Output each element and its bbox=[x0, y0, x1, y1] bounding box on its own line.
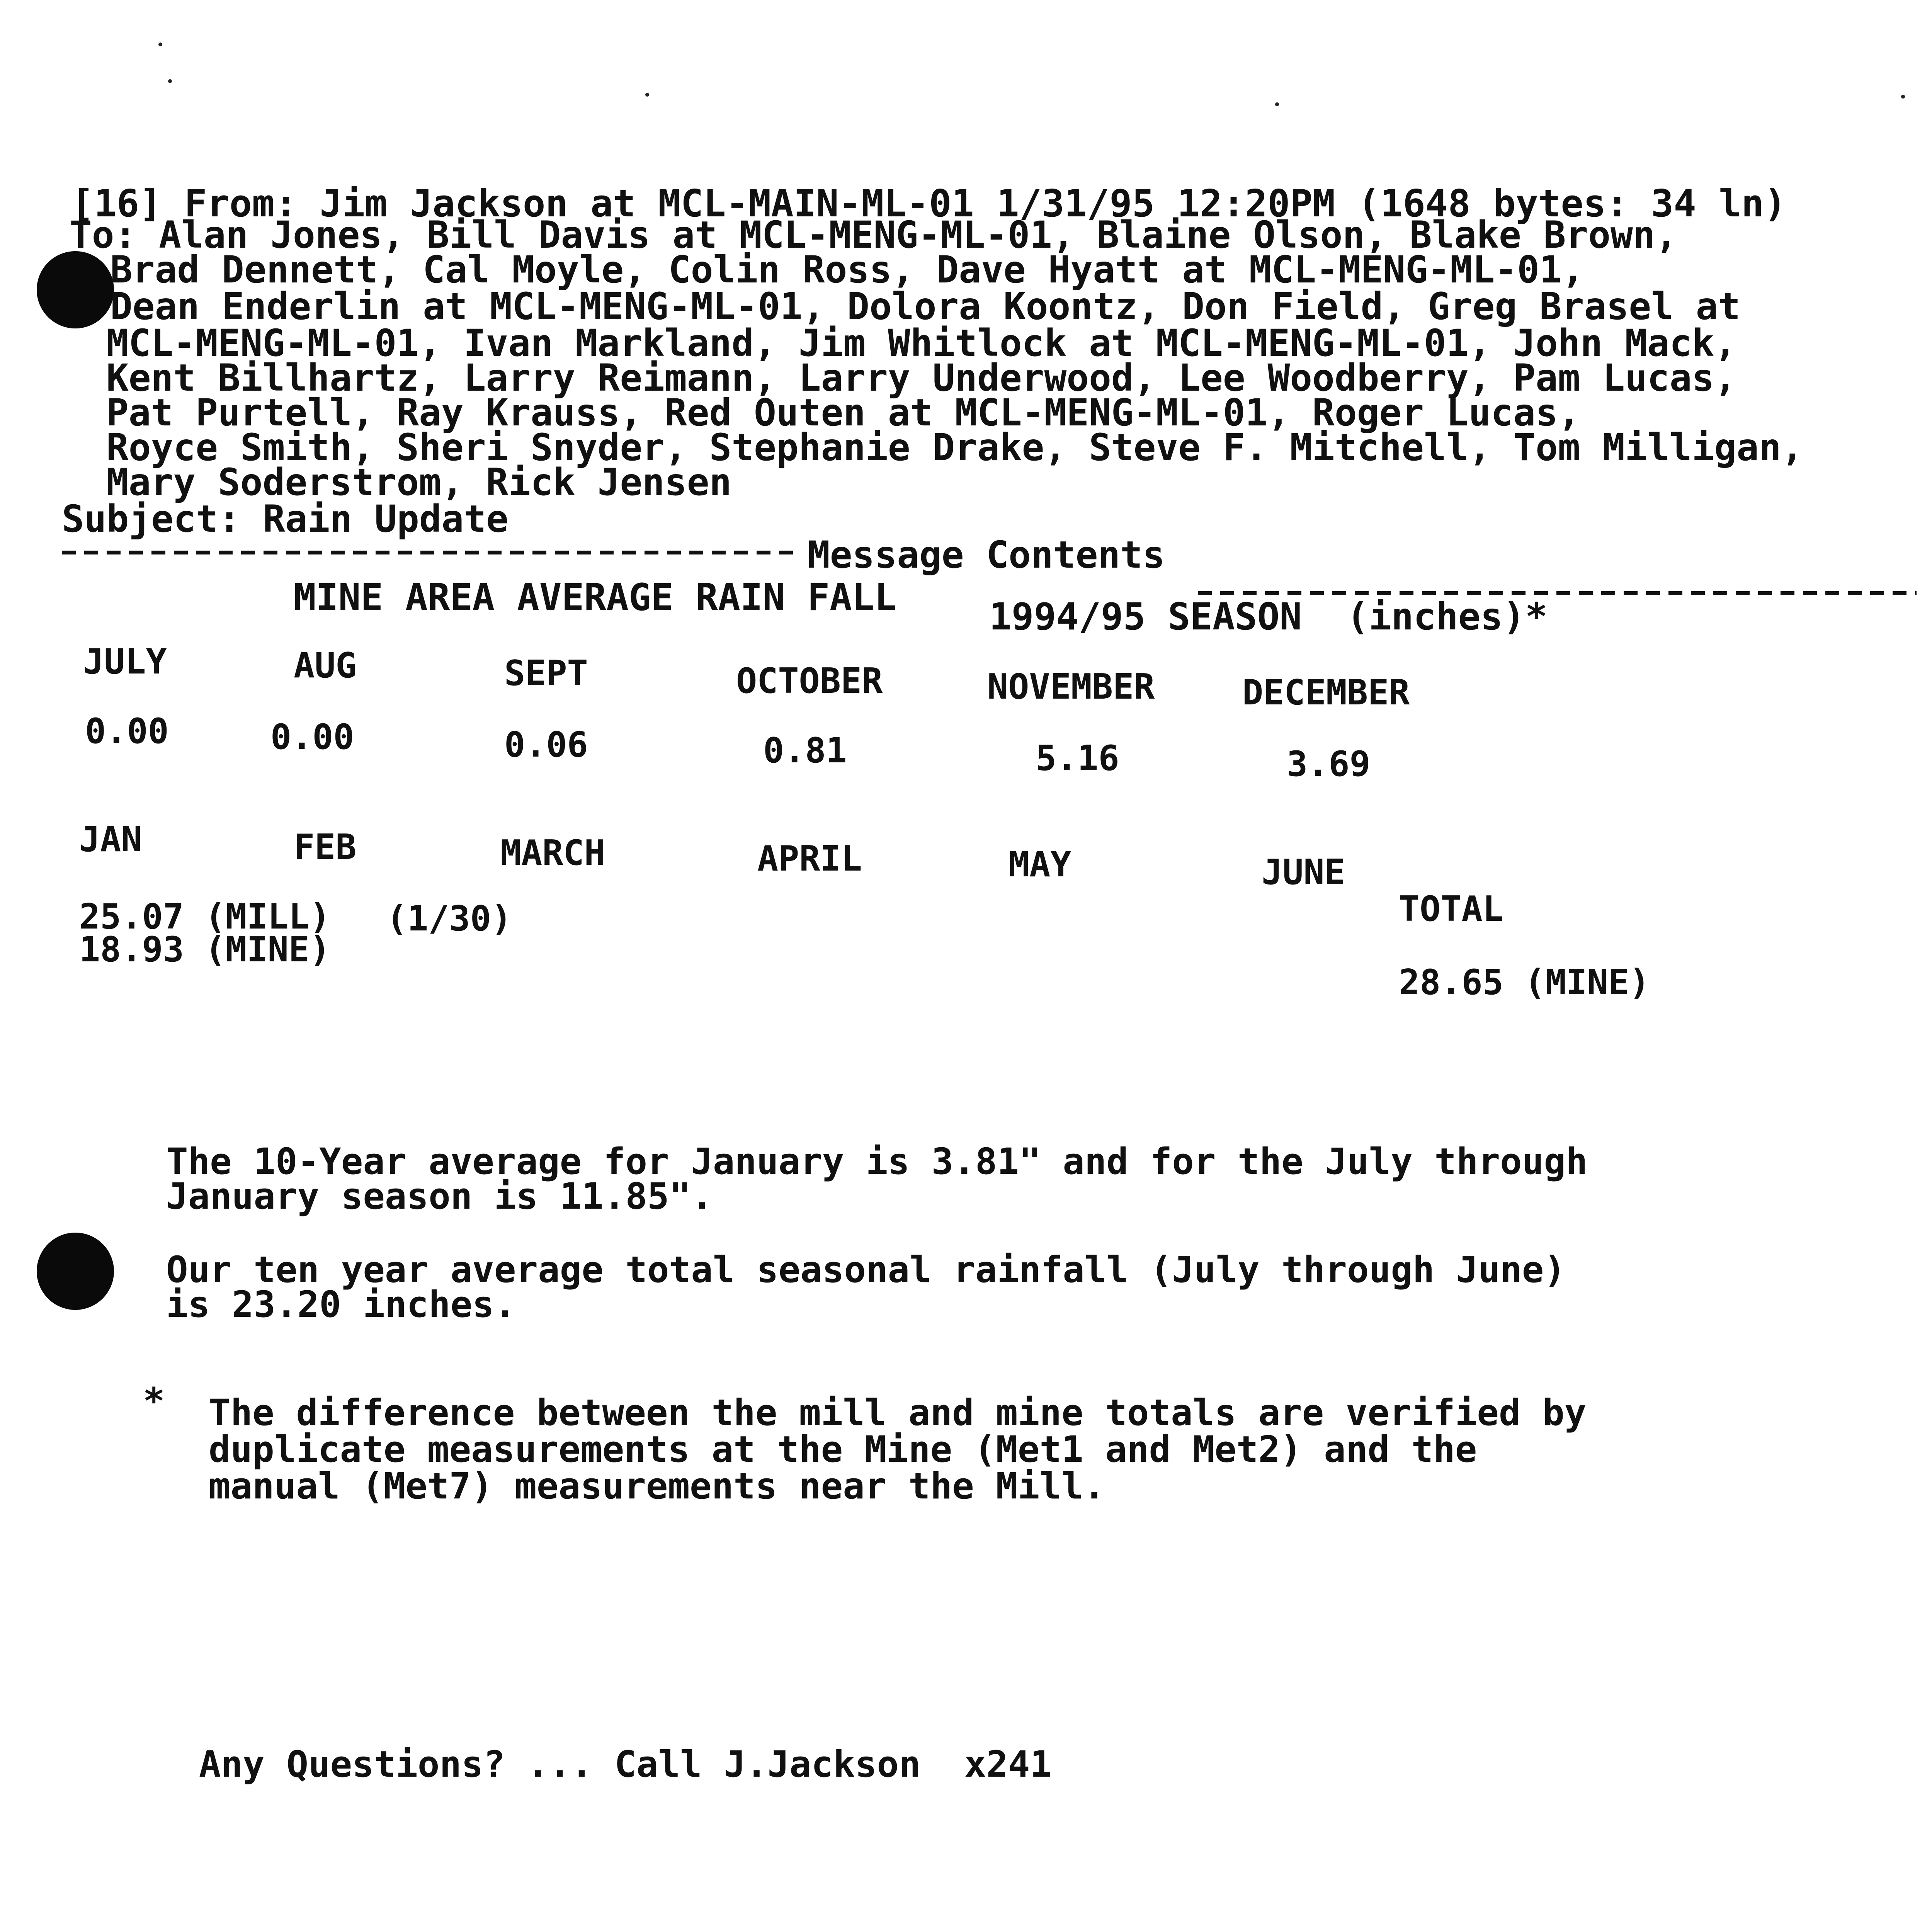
email-to-line: To: Alan Jones, Bill Davis at MCL-MENG-ML-01, Blaine Olson, Blake Brown, bbox=[70, 213, 1678, 257]
ten-year-january-note: The 10-Year average for January is 3.81" and for the July through bbox=[166, 1141, 1588, 1183]
contact-line: Any Questions? ... Call J.Jackson x241 bbox=[199, 1743, 1052, 1786]
footnote-text: manual (Met7) measurements near the Mill. bbox=[209, 1465, 1105, 1507]
month-header: APRIL bbox=[757, 838, 862, 879]
scan-speck bbox=[168, 79, 172, 83]
month-header: AUG bbox=[294, 645, 357, 686]
scan-speck bbox=[645, 93, 649, 97]
email-subject: Subject: Rain Update bbox=[62, 497, 509, 541]
email-to-line: Dean Enderlin at MCL-MENG-ML-01, Dolora Koontz, Don Field, Greg Brasel at bbox=[110, 285, 1741, 328]
email-to-line: Pat Purtell, Ray Krauss, Red Outen at MCL-MENG-ML-01, Roger Lucas, bbox=[106, 391, 1580, 434]
divider-label: Message Contents bbox=[808, 533, 1165, 577]
season-label: 1994/95 SEASON (inches)* bbox=[989, 595, 1548, 638]
month-header: SEPT bbox=[504, 653, 588, 694]
email-to-line: Mary Soderstrom, Rick Jensen bbox=[106, 461, 732, 504]
jan-mill-date: (1/30) bbox=[386, 898, 512, 939]
email-to-line: Brad Dennett, Cal Moyle, Colin Ross, Dave Hyatt at MCL-MENG-ML-01, bbox=[110, 248, 1584, 291]
footnote-marker: * bbox=[143, 1380, 165, 1422]
email-to-line: Kent Billhartz, Larry Reimann, Larry Underwood, Lee Woodberry, Pam Lucas, bbox=[106, 356, 1737, 400]
scan-speck bbox=[1275, 102, 1279, 106]
total-label: TOTAL bbox=[1399, 889, 1503, 929]
scan-speck bbox=[1901, 95, 1905, 99]
month-header: JAN bbox=[79, 819, 142, 860]
month-header: FEB bbox=[294, 827, 357, 867]
scan-speck bbox=[158, 43, 162, 46]
rainfall-value: 3.69 bbox=[1287, 744, 1371, 784]
rainfall-value: 5.16 bbox=[1036, 738, 1119, 779]
email-from-line: [16] From: Jim Jackson at MCL-MAIN-ML-01 1/31/95 12:20PM (1648 bytes: 34 ln) bbox=[71, 182, 1787, 225]
month-header: OCTOBER bbox=[736, 661, 883, 701]
divider-right bbox=[1198, 591, 1917, 595]
rainfall-value: 0.00 bbox=[85, 711, 169, 752]
divider-left bbox=[62, 551, 796, 554]
binder-hole-top bbox=[37, 251, 114, 328]
ten-year-season-note: is 23.20 inches. bbox=[166, 1284, 516, 1326]
email-to-line: MCL-MENG-ML-01, Ivan Markland, Jim Whitlock at MCL-MENG-ML-01, John Mack, bbox=[106, 321, 1737, 365]
rainfall-value: 0.00 bbox=[270, 717, 354, 757]
jan-mill-value: 25.07 (MILL) bbox=[79, 896, 331, 937]
email-to-line: Royce Smith, Sheri Snyder, Stephanie Drake, Steve F. Mitchell, Tom Milligan, bbox=[106, 426, 1804, 469]
ten-year-january-note: January season is 11.85". bbox=[166, 1175, 713, 1218]
month-header: NOVEMBER bbox=[987, 667, 1155, 707]
month-header: JUNE bbox=[1262, 852, 1345, 893]
binder-hole-middle bbox=[37, 1233, 114, 1310]
rainfall-value: 0.81 bbox=[763, 730, 847, 771]
month-header: MARCH bbox=[500, 833, 605, 873]
month-header: JULY bbox=[83, 641, 167, 682]
jan-mine-value: 18.93 (MINE) bbox=[79, 929, 331, 970]
ten-year-season-note: Our ten year average total seasonal rainfall (July through June) bbox=[166, 1249, 1566, 1291]
rainfall-title: MINE AREA AVERAGE RAIN FALL bbox=[294, 576, 897, 619]
rainfall-value: 0.06 bbox=[504, 724, 588, 765]
month-header: MAY bbox=[1009, 844, 1071, 885]
total-value: 28.65 (MINE) bbox=[1399, 962, 1650, 1003]
footnote-text: The difference between the mill and mine totals are verified by bbox=[209, 1392, 1587, 1434]
footnote-text: duplicate measurements at the Mine (Met1 and Met2) and the bbox=[209, 1429, 1477, 1471]
month-header: DECEMBER bbox=[1242, 672, 1410, 713]
